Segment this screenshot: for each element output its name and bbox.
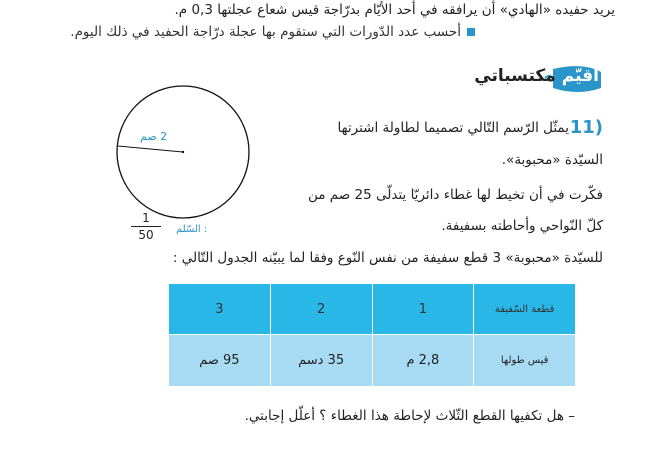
table-row — [169, 284, 576, 335]
fringe-pieces-table — [168, 283, 576, 387]
question-number: 11) — [569, 117, 603, 138]
table-circle-figure — [110, 84, 260, 224]
section-title — [474, 66, 599, 86]
final-question: – هل تكفيها القطع الثّلاث لإحاطة هذا الغطاء ؟ أعلّل إجابتي. — [244, 408, 575, 424]
section-title-rest: مكتسباتي — [474, 66, 562, 86]
table-header-cell: قطعة السّفيفة — [474, 284, 576, 335]
text-line-2-content: أحسب عدد الدّورات التي ستقوم بها عجلة درّاجة الحفيد في ذلك اليوم. — [70, 24, 461, 40]
text-line-2 — [70, 24, 475, 40]
table-cell: 2 — [270, 284, 372, 335]
fraction-bar — [131, 226, 161, 227]
scale-label: السّلم : — [176, 224, 208, 235]
question-line-3: فكّرت في أن تخيط لها غطاء دائريّا يتدلّى 25 صم من — [307, 187, 603, 203]
question-line-1: يمثّل الرّسم التّالي تصميما لطاولة اشترتها — [337, 120, 569, 136]
table-cell: 1 — [372, 284, 474, 335]
text-line-1: يريد حفيده «الهادي» أن يرافقه في أحد الأيّام بدرّاجة قيس شعاع عجلتها 0,3 م. — [174, 2, 615, 18]
table-cell: 95 صم — [169, 335, 271, 387]
table-row — [169, 335, 576, 387]
table-cell: 35 دسم — [270, 335, 372, 387]
table-cell: 3 — [169, 284, 271, 335]
radius-label: 2 صم — [140, 130, 168, 143]
table-header-cell: قيس طولها — [474, 335, 576, 387]
question-line-4: كلّ النّواحي وأحاطته بسفيفة. — [441, 218, 603, 234]
square-bullet-icon — [467, 28, 475, 36]
question-line-5: للسيّدة «محبوبة» 3 قطع سفيفة من نفس النّوع وفقا لما يبيّنه الجدول التّالي : — [172, 250, 603, 266]
section-title-prefix: أقيّم — [561, 66, 599, 86]
scale-fraction — [131, 211, 161, 242]
question-line-2: السيّدة «محبوبة». — [501, 152, 603, 168]
table-cell: 2,8 م — [372, 335, 474, 387]
scale-numerator: 1 — [142, 211, 150, 225]
section-header — [474, 64, 603, 94]
scale-denominator: 50 — [138, 228, 154, 242]
